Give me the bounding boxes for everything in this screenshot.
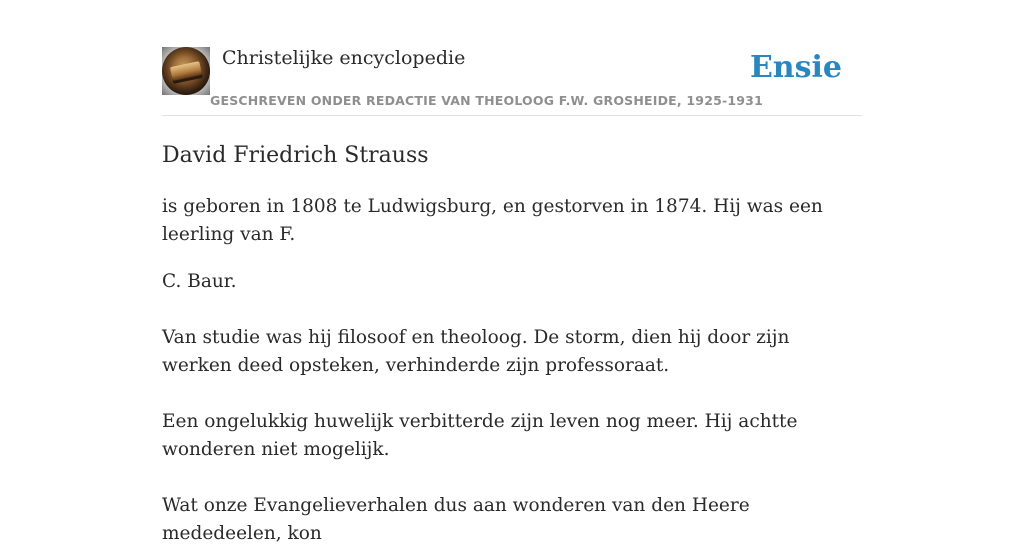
article-paragraph: Een ongelukkig huwelijk verbitterde zijn leven nog meer. Hij achtte wonderen niet mogelijk. [162,411,798,460]
site-header [162,46,862,116]
site-subtitle: GESCHREVEN ONDER REDACTIE VAN THEOLOOG F.W. GROSHEIDE, 1925-1931 [210,93,763,108]
avatar-shade [162,47,210,95]
brand-logo-link[interactable]: Ensie [749,50,842,85]
site-title[interactable]: Christelijke encyclopedie [222,47,466,69]
article-title: David Friedrich Strauss [162,143,429,168]
article-paragraph: is geboren in 1808 te Ludwigsburg, en gestorven in 1874. Hij was een leerling van F. [162,196,823,245]
article-paragraph: Van studie was hij filosoof en theoloog. De storm, dien hij door zijn werken deed opsteken, verhinderde zijn professoraat. [162,327,790,376]
article-paragraph: Wat onze Evangelieverhalen dus aan wonderen van den Heere mededeelen, kon [162,495,750,544]
article-paragraph: C. Baur. [162,271,237,292]
book-avatar-icon[interactable] [162,47,210,95]
page [162,0,862,548]
